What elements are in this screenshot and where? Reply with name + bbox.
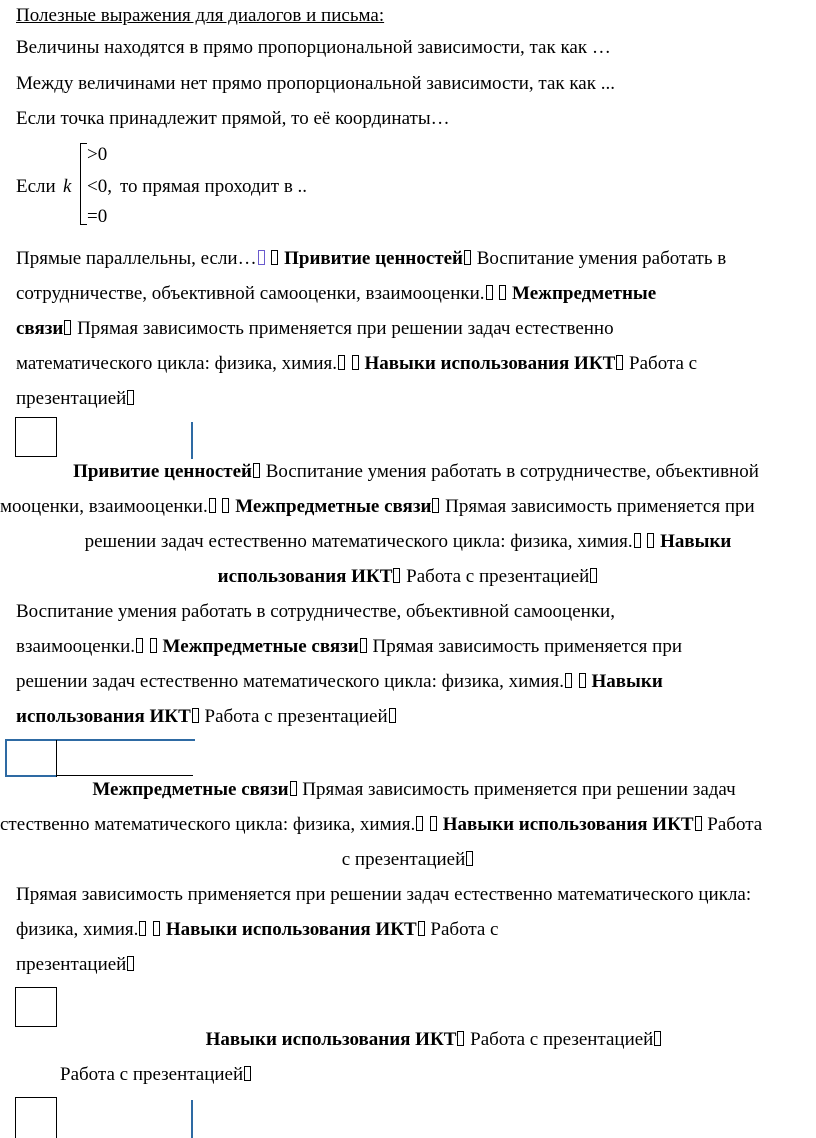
block5-links-text2: физика, химия. — [16, 919, 139, 940]
missing-glyph-icon — [338, 355, 345, 370]
block2-ict-title: Навыки — [660, 531, 732, 552]
block4-links-text2: стественно математического цикла: физика, химия. — [0, 814, 416, 835]
missing-glyph-icon — [466, 851, 473, 866]
block5-ict-text: Работа с — [430, 919, 499, 940]
block2-links-text2: решении задач естественно математического цикла: физика, химия. — [84, 531, 633, 552]
block1-line1 — [16, 247, 726, 271]
block7-ict-text: Работа с презентацией — [60, 1064, 244, 1085]
formula-brace — [80, 143, 81, 225]
block2-line4 — [0, 565, 816, 589]
block4-ict-text2: с презентацией — [341, 849, 466, 870]
block1-values-text2: сотрудничестве, объективной самооценки, взаимооценки. — [16, 283, 485, 304]
block4-links-title: Межпредметные связи — [92, 779, 289, 800]
block3-line2 — [16, 635, 682, 659]
table-cell-divider — [56, 740, 57, 777]
page-heading: Полезные выражения для диалогов и письма: — [16, 5, 385, 26]
block4-line3 — [0, 848, 816, 872]
block1-links-title2: связи — [16, 318, 64, 339]
block7-line1 — [60, 1063, 252, 1087]
table-cell-frame — [15, 417, 57, 457]
block3-ict-title2: использования ИКТ — [16, 706, 191, 727]
missing-glyph-icon — [290, 781, 297, 796]
block3-links-title: Межпредметные связи — [162, 636, 359, 657]
table-cell-frame — [15, 1097, 57, 1138]
block4-line1 — [0, 778, 816, 802]
missing-glyph-icon — [654, 1031, 661, 1046]
missing-glyph-icon — [153, 921, 160, 936]
block2-ict-title2: использования ИКТ — [217, 566, 393, 587]
missing-glyph-icon — [393, 568, 400, 583]
missing-glyph-icon — [457, 1031, 464, 1046]
block1-line5 — [16, 387, 135, 411]
block2-values-text2: мооценки, взаимооценки. — [0, 496, 208, 517]
missing-glyph-icon — [695, 816, 702, 831]
table-border-accent — [5, 775, 57, 777]
table-cell-frame — [15, 987, 57, 1027]
block2-line2 — [0, 495, 755, 519]
missing-glyph-icon — [222, 498, 229, 513]
block3-ict-text: Работа с презентацией — [204, 706, 388, 727]
block1-values-text: Воспитание умения работать в — [476, 248, 727, 269]
missing-glyph-icon — [271, 250, 278, 265]
block4-line2 — [0, 813, 762, 837]
block3-values-text2: взаимооценки. — [16, 636, 136, 657]
block3-ict-title: Навыки — [591, 671, 663, 692]
block1-ict-text2: презентацией — [16, 388, 127, 409]
missing-glyph-icon — [360, 638, 367, 653]
missing-glyph-icon — [499, 285, 506, 300]
block3-links-text2: решении задач естественно математического цикла: физика, химия. — [16, 671, 564, 692]
block2-links-text: Прямая зависимость применяется при — [445, 496, 755, 517]
missing-glyph-icon — [253, 463, 260, 478]
block6-ict-text: Работа с презентацией — [470, 1029, 654, 1050]
missing-glyph-icon — [590, 568, 597, 583]
missing-glyph-icon — [416, 816, 423, 831]
missing-glyph-icon — [139, 921, 146, 936]
missing-glyph-icon — [136, 638, 143, 653]
block1-ict-text: Работа с — [629, 353, 698, 374]
block6-ict-title: Навыки использования ИКТ — [205, 1029, 457, 1050]
missing-glyph-icon — [127, 390, 134, 405]
table-border-accent — [5, 739, 7, 777]
missing-glyph-icon — [352, 355, 359, 370]
missing-glyph-icon — [244, 1066, 251, 1081]
block1-lead: Прямые параллельны, если… — [16, 248, 257, 269]
formula-variable: k — [63, 176, 72, 197]
block1-line2 — [16, 282, 656, 306]
missing-glyph-icon — [430, 816, 437, 831]
missing-glyph-icon — [634, 533, 641, 548]
missing-glyph-icon — [64, 320, 71, 335]
missing-glyph-icon — [647, 533, 654, 548]
table-border-accent — [191, 422, 193, 459]
block2-values-text: Воспитание умения работать в сотрудничестве, объективной — [265, 461, 759, 482]
missing-glyph-icon — [127, 956, 134, 971]
missing-glyph-icon — [432, 498, 439, 513]
table-border-accent — [5, 739, 195, 741]
formula-case-eq: =0 — [87, 206, 108, 227]
block2-line3 — [0, 530, 816, 554]
block3-line4 — [16, 705, 397, 729]
block5-ict-text2: презентацией — [16, 954, 127, 975]
missing-glyph-icon — [486, 285, 493, 300]
table-border-accent — [191, 1100, 193, 1138]
block6-line1 — [0, 1028, 816, 1052]
block1-links-title: Межпредметные — [512, 283, 657, 304]
missing-glyph-icon — [209, 498, 216, 513]
block3-links-text: Прямая зависимость применяется при — [372, 636, 682, 657]
block4-ict-title: Навыки использования ИКТ — [442, 814, 694, 835]
missing-glyph-icon — [258, 250, 265, 265]
block5-line1: Прямая зависимость применяется при решении задач естественно математического цикла: — [16, 884, 752, 905]
block2-values-title: Привитие ценностей — [73, 461, 252, 482]
missing-glyph-icon — [565, 673, 572, 688]
block4-links-text: Прямая зависимость применяется при решении задач — [302, 779, 736, 800]
block5-line3 — [16, 953, 135, 977]
formula-case-gt: >0 — [87, 144, 108, 165]
missing-glyph-icon — [192, 708, 199, 723]
block1-links-text2: математического цикла: физика, химия. — [16, 353, 337, 374]
missing-glyph-icon — [464, 250, 471, 265]
block4-ict-text: Работа — [707, 814, 763, 835]
formula-case-lt: <0, — [87, 176, 112, 197]
block5-line2 — [16, 918, 499, 942]
block2-line1 — [0, 460, 816, 484]
block3-line1: Воспитание умения работать в сотрудничестве, объективной самооценки, — [16, 601, 615, 622]
block1-links-text: Прямая зависимость применяется при решении задач естественно — [77, 318, 614, 339]
phrase-2: Между величинами нет прямо пропорциональной зависимости, так как ... — [16, 73, 615, 94]
block2-ict-text: Работа с презентацией — [406, 566, 590, 587]
missing-glyph-icon — [616, 355, 623, 370]
formula-prefix: Если — [16, 176, 56, 197]
phrase-3: Если точка принадлежит прямой, то её координаты… — [16, 108, 450, 129]
missing-glyph-icon — [418, 921, 425, 936]
phrase-1: Величины находятся в прямо пропорциональной зависимости, так как … — [16, 37, 611, 58]
formula-suffix: то прямая проходит в .. — [120, 176, 308, 197]
missing-glyph-icon — [579, 673, 586, 688]
block1-values-title: Привитие ценностей — [284, 248, 463, 269]
block1-line4 — [16, 352, 697, 376]
block3-line3 — [16, 670, 663, 694]
block5-ict-title: Навыки использования ИКТ — [165, 919, 417, 940]
block2-links-title: Межпредметные связи — [235, 496, 432, 517]
block1-line3 — [16, 317, 614, 341]
missing-glyph-icon — [389, 708, 396, 723]
missing-glyph-icon — [150, 638, 157, 653]
block1-ict-title: Навыки использования ИКТ — [364, 353, 616, 374]
table-cell-divider — [57, 775, 193, 776]
